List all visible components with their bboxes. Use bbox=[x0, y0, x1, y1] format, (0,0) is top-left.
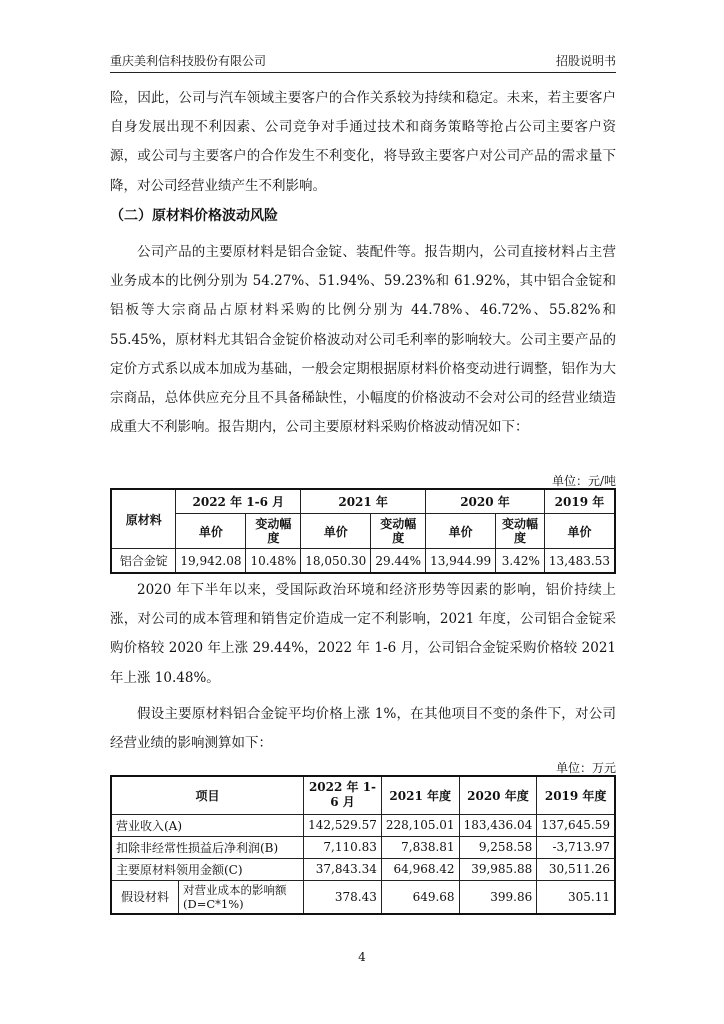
table1-period: 2020 年 bbox=[426, 489, 545, 514]
table2-row-label: 主要原材料领用金额(C) bbox=[111, 858, 304, 880]
table2-header: 2019 年度 bbox=[537, 776, 615, 814]
table2-cell: 228,105.01 bbox=[381, 814, 459, 836]
table1-row-header: 原材料 bbox=[111, 489, 176, 549]
table2-row-label: 扣除非经常性损益后净利润(B) bbox=[111, 836, 304, 858]
table1-subheader: 单价 bbox=[176, 514, 246, 549]
table1-cell: 29.44% bbox=[371, 549, 426, 574]
table2-header: 2022 年 1-6 月 bbox=[304, 776, 382, 814]
paragraph-3: 2020 年下半年以来，受国际政治环境和经济形势等因素的影响，铝价持续上涨，对公司的成本管理和销售定价造成一定不利影响，2021 年度，公司铝合金锭采购价格较 2020 年上涨 29.44%，2022 年 1-6 月，公司铝合金锭采购价格较 2021 年上涨 10.48%。 bbox=[110, 582, 616, 686]
table2-cell: 7,110.83 bbox=[304, 836, 382, 858]
table2-cell: 9,258.58 bbox=[459, 836, 537, 858]
table2-cell: 137,645.59 bbox=[537, 814, 615, 836]
table2-unit: 单位：万元 bbox=[555, 761, 616, 775]
table1-subheader: 单价 bbox=[544, 514, 615, 549]
table1-subheader: 变动幅度 bbox=[496, 514, 545, 549]
table1-subheader: 单价 bbox=[301, 514, 371, 549]
table2-cell: 399.86 bbox=[459, 880, 537, 914]
table1-unit: 单位：元/吨 bbox=[551, 474, 616, 488]
header-doc-type: 招股说明书 bbox=[555, 54, 616, 68]
table1-period: 2022 年 1-6 月 bbox=[176, 489, 301, 514]
table1-subheader: 单价 bbox=[426, 514, 496, 549]
table1-cell: 19,942.08 bbox=[176, 549, 246, 574]
paragraph-1: 险，因此，公司与汽车领域主要客户的合作关系较为持续和稳定。未来，若主要客户自身发展出现不利因素、公司竞争对手通过技术和商务策略等抢占公司主要客户资源，或公司与主要客户的合作发生不利变化，将导致主要客户对公司产品的需求量下降，对公司经营业绩产生不利影响。 bbox=[110, 90, 616, 194]
table2-cell: 39,985.88 bbox=[459, 858, 537, 880]
table1-cell: 铝合金锭 bbox=[111, 549, 176, 574]
table1-subheader: 变动幅度 bbox=[246, 514, 301, 549]
table-row bbox=[111, 814, 615, 836]
table2-cell: 37,843.34 bbox=[304, 858, 382, 880]
paragraph-2: 公司产品的主要原材料是铝合金锭、装配件等。报告期内，公司直接材料占主营业务成本的比例分别为 54.27%、51.94%、59.23%和 61.92%，其中铝合金锭和铝板等大宗商品占原材料采购的比例分别为 44.78%、46.72%、55.82%和 55.45%，原材料尤其铝合金锭价格波动对公司毛利率的影响较大。公司主要产品的定价方式系以成本加成为基础，一般会定期根据原材料价格变动进行调整，铝作为大宗商品，总体供应充分且不具备稀缺性，小幅度的价格波动不会对公司的经营业绩造成重大不利影响。报告期内，公司主要原材料采购价格波动情况如下： bbox=[110, 244, 616, 436]
header-company: 重庆美利信科技股份有限公司 bbox=[110, 54, 267, 68]
table2-cell: 305.11 bbox=[537, 880, 615, 914]
table2-assume-sub: 对营业成本的影响额(D=C*1%) bbox=[179, 880, 304, 914]
table2-header: 项目 bbox=[111, 776, 304, 814]
table1-cell: 13,483.53 bbox=[544, 549, 615, 574]
table1-subheader: 变动幅度 bbox=[371, 514, 426, 549]
table2-cell: 142,529.57 bbox=[304, 814, 382, 836]
table2-cell: 30,511.26 bbox=[537, 858, 615, 880]
table1-cell: 10.48% bbox=[246, 549, 301, 574]
table1-period: 2019 年 bbox=[544, 489, 615, 514]
table2-cell: 7,838.81 bbox=[381, 836, 459, 858]
table-row bbox=[111, 549, 615, 574]
table2-header: 2020 年度 bbox=[459, 776, 537, 814]
table2-assume-label: 假设材料 bbox=[111, 880, 179, 914]
table1-cell: 18,050.30 bbox=[301, 549, 371, 574]
page-header bbox=[110, 52, 616, 73]
raw-material-price-table bbox=[110, 488, 616, 574]
table-row bbox=[111, 880, 615, 914]
section-title: （二）原材料价格波动风险 bbox=[110, 208, 278, 224]
sensitivity-table bbox=[110, 775, 616, 915]
table2-header: 2021 年度 bbox=[381, 776, 459, 814]
table2-cell: -3,713.97 bbox=[537, 836, 615, 858]
table-row bbox=[111, 836, 615, 858]
table2-cell: 183,436.04 bbox=[459, 814, 537, 836]
table2-cell: 378.43 bbox=[304, 880, 382, 914]
table2-row-label: 营业收入(A) bbox=[111, 814, 304, 836]
page-number: 4 bbox=[358, 950, 366, 964]
table2-cell: 649.68 bbox=[381, 880, 459, 914]
table-row bbox=[111, 858, 615, 880]
table1-period: 2021 年 bbox=[301, 489, 426, 514]
table1-cell: 13,944.99 bbox=[426, 549, 496, 574]
table1-cell: 3.42% bbox=[496, 549, 545, 574]
table2-cell: 64,968.42 bbox=[381, 858, 459, 880]
paragraph-4: 假设主要原材料铝合金锭平均价格上涨 1%，在其他项目不变的条件下，对公司经营业绩的影响测算如下： bbox=[110, 706, 616, 752]
